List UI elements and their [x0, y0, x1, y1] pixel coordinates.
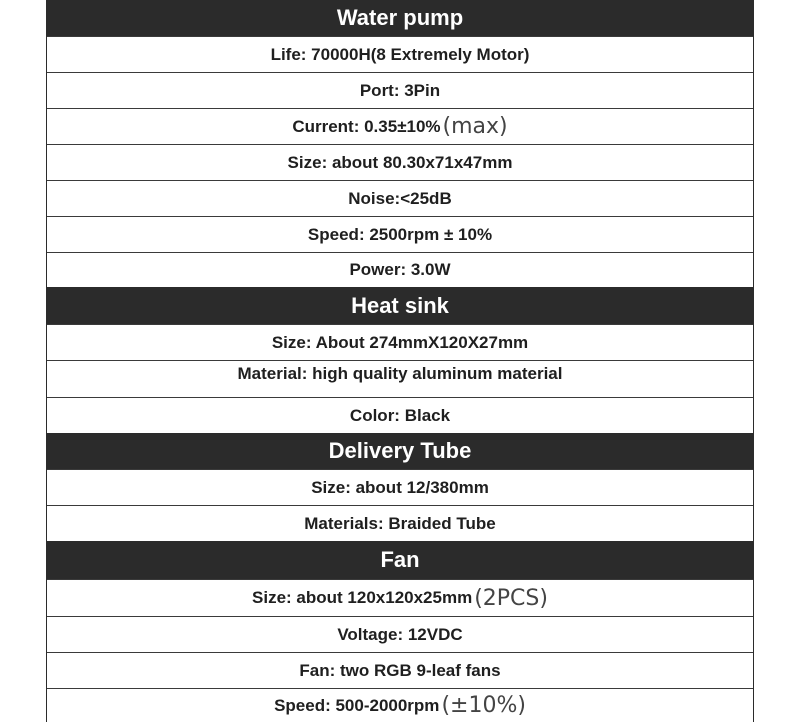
spec-text: Size: About 274mmX120X27mm [271, 332, 529, 352]
spec-row-pump-current [47, 108, 753, 144]
spec-text: Port: 3Pin [359, 80, 441, 100]
spec-row-pump-life [47, 36, 753, 72]
section-header-fan [47, 541, 753, 579]
spec-text: Size: about 12/380mm [311, 477, 489, 497]
spec-row-tube-size [47, 469, 753, 505]
spec-row-tube-materials [47, 505, 753, 541]
spec-row-fan-voltage [47, 616, 753, 652]
spec-row-pump-power [47, 252, 753, 287]
spec-text: Speed: 2500rpm ± 10% [307, 224, 493, 244]
section-title: Water pump [336, 5, 464, 30]
spec-row-sink-material [47, 360, 753, 397]
section-title: Heat sink [351, 292, 449, 318]
spec-row-fan-size [47, 579, 753, 616]
section-header-heat-sink [47, 287, 753, 324]
spec-row-pump-speed [47, 216, 753, 252]
spec-text: Size: about 80.30x71x47mm [287, 152, 513, 172]
spec-text: Fan: two RGB 9-leaf fans [299, 660, 501, 680]
spec-suffix: (2PCS) [474, 585, 548, 611]
section-title: Delivery Tube [328, 438, 472, 463]
spec-row-pump-port [47, 72, 753, 108]
spec-suffix: (max) [442, 114, 508, 139]
spec-text: Noise:<25dB [348, 188, 452, 208]
spec-text: Material: high quality aluminum material [237, 364, 563, 383]
spec-text: Speed: 500-2000rpm [274, 695, 440, 715]
spec-text: Size: about 120x120x25mm [252, 588, 473, 607]
spec-text: Voltage: 12VDC [337, 624, 463, 644]
section-header-delivery-tube [47, 433, 753, 469]
spec-text: Color: Black [349, 405, 451, 425]
spec-row-pump-noise [47, 180, 753, 216]
section-title: Fan [380, 547, 420, 572]
spec-suffix: (±10%) [441, 693, 526, 718]
spec-row-sink-color [47, 397, 753, 433]
spec-sheet [46, 0, 754, 722]
spec-text: Current: 0.35±10% [292, 116, 441, 136]
spec-row-sink-size [47, 324, 753, 360]
spec-text: Life: 70000H(8 Extremely Motor) [270, 44, 530, 64]
spec-text: Power: 3.0W [349, 260, 451, 279]
spec-row-fan-speed [47, 688, 753, 722]
spec-text: Materials: Braided Tube [304, 513, 496, 533]
section-header-water-pump [47, 0, 753, 36]
spec-row-pump-size [47, 144, 753, 180]
spec-row-fan-type [47, 652, 753, 688]
